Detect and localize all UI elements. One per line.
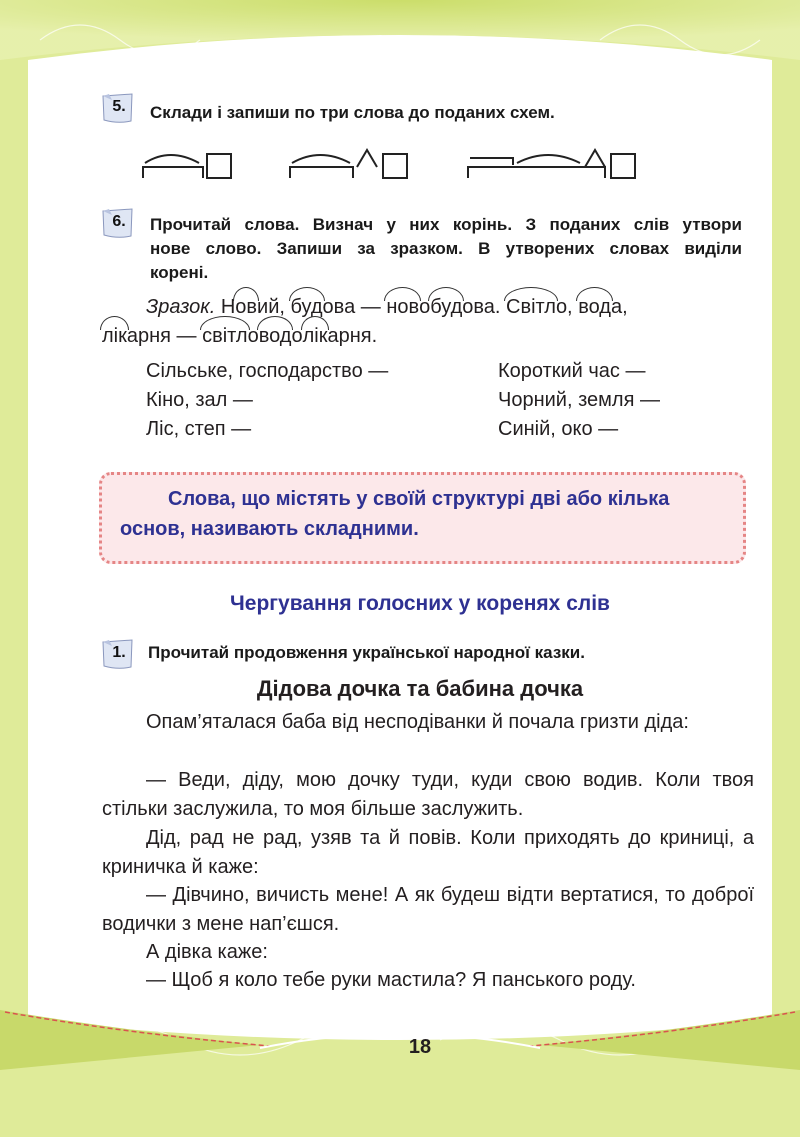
- root-mark: лік: [303, 322, 328, 351]
- task-6-badge: [100, 207, 134, 239]
- exercise-right-column: [498, 357, 660, 444]
- root-mark: Світл: [506, 293, 556, 322]
- root-mark: буд: [291, 293, 323, 322]
- story-paragraph: — Дівчино, вичисть мене! А як будеш відти вертатися, то доброї водички з мене нап’єшся.: [102, 884, 754, 935]
- task-6-instruction: [150, 213, 742, 285]
- root-mark: буд: [430, 293, 462, 322]
- story-paragraph: — Веди, діду, мою дочку туди, куди свою водив. Коли твоя стільки заслужила, то моя більше заслужить.: [102, 769, 754, 820]
- story-paragraph: Дід, рад не рад, узяв та й повів. Коли приходять до криниці, а криничка й каже:: [102, 827, 754, 878]
- task-number: 5.: [112, 98, 126, 115]
- task-5-instruction: Склади і запиши по три слова до поданих схем.: [150, 103, 555, 122]
- story-paragraph: Опам’яталася баба від несподіванки й почала гризти діда:: [146, 711, 689, 733]
- sample-line-2: лікарня — світловодолікарня.: [102, 322, 377, 351]
- root-mark: ов: [235, 293, 257, 322]
- page-number: 18: [408, 1036, 432, 1058]
- root-mark: світл: [202, 322, 247, 351]
- scheme-prefix-root-suffix-ending: [468, 150, 635, 178]
- root-mark: вод: [259, 322, 292, 351]
- instruction-line: корені.: [150, 263, 209, 282]
- root-mark: вод: [578, 293, 611, 322]
- root-mark: лік: [102, 322, 127, 351]
- rule-text: Слова, що містять у своїй структурі дві або кілька основ, називають складними.: [120, 488, 670, 540]
- exercise-left-column: [146, 357, 388, 444]
- task-1-instruction: Прочитай продовження української народної казки.: [148, 643, 585, 662]
- task-5-badge: [100, 92, 134, 124]
- story-paragraph: А дівка каже:: [146, 941, 268, 963]
- task-number: 6.: [112, 213, 126, 230]
- word-schemes: [135, 145, 645, 185]
- exercise-item: Синій, око —: [498, 418, 619, 440]
- exercise-item: Кіно, зал —: [146, 389, 253, 411]
- exercise-item: Ліс, степ —: [146, 418, 252, 440]
- story-title: Дідова дочка та бабина дочка: [256, 676, 584, 701]
- sample-label: Зразок.: [146, 296, 216, 318]
- story-paragraph: — Щоб я коло тебе руки мастила? Я панського роду.: [146, 969, 636, 991]
- rule-box: [99, 472, 746, 564]
- scheme-root-suffix-ending: [290, 150, 407, 178]
- root-mark: нов: [386, 293, 419, 322]
- section-title: Чергування голосних у коренях слів: [230, 592, 610, 615]
- task-number: 1.: [112, 644, 126, 661]
- instruction-line: Прочитай слова. Визнач у них корінь. З поданих слів утвори: [150, 215, 742, 234]
- sample-line-1: Зразок. Новий, будова — новобудова. Світло, вода,: [146, 293, 736, 322]
- instruction-line: нове слово. Запиши за зразком. В утворених словах виділи: [150, 239, 742, 258]
- exercise-item: Сільське, господарство —: [146, 360, 389, 382]
- exercise-item: Короткий час —: [498, 360, 646, 382]
- scheme-root-suffix: [143, 154, 231, 178]
- exercise-item: Чорний, земля —: [498, 389, 660, 411]
- task-1-badge: [100, 638, 134, 670]
